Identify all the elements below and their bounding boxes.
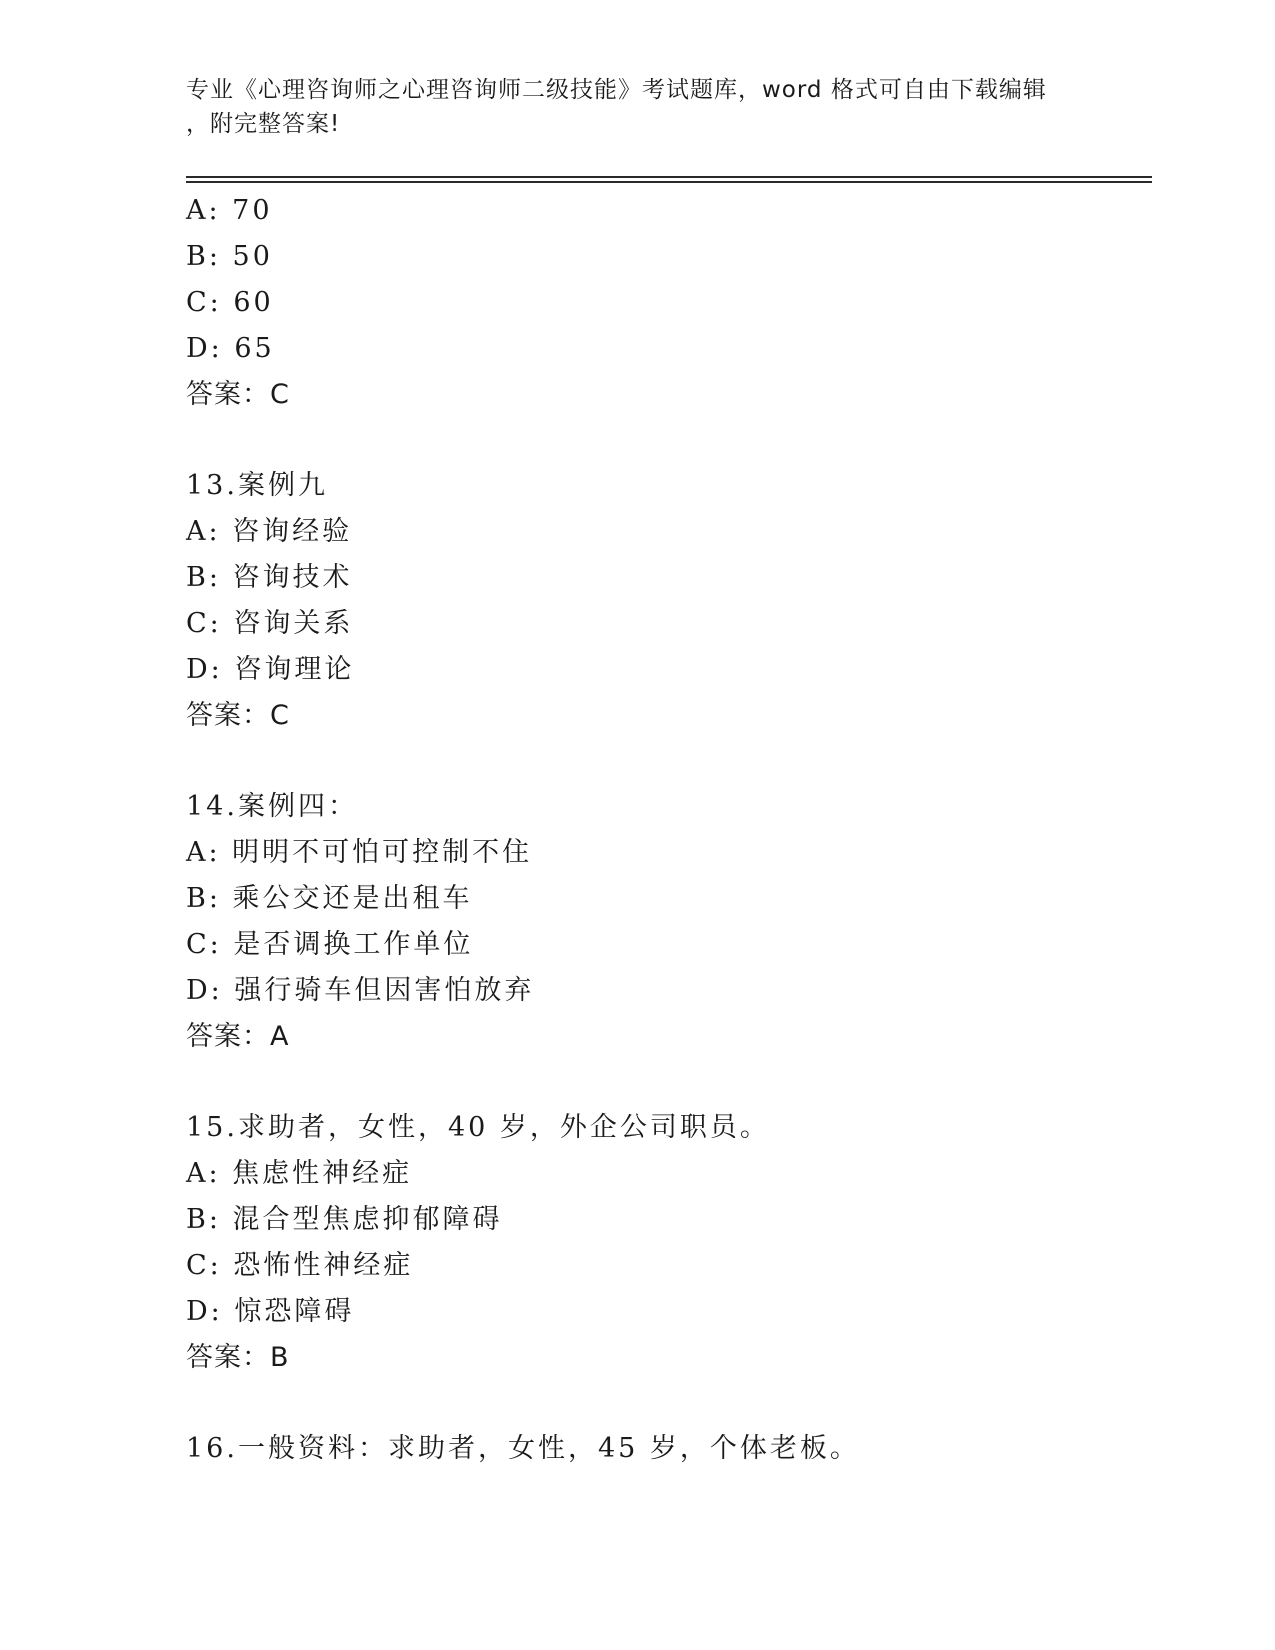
option-c: C: 咨询关系	[186, 608, 354, 639]
question-list	[186, 188, 1146, 1472]
option-b: B: 50	[186, 241, 273, 272]
option-d: D: 惊恐障碍	[186, 1296, 355, 1327]
header-title-line: 专业《心理咨询师之心理咨询师二级技能》考试题库，word 格式可自由下载编辑	[186, 77, 1047, 103]
spacer	[186, 1060, 1146, 1105]
question-16	[186, 1426, 1146, 1472]
option-b: B: 咨询技术	[186, 562, 353, 593]
option-a: A: 70	[186, 195, 273, 226]
option-d: D: 咨询理论	[186, 654, 355, 685]
question-stem: 16.一般资料：求助者，女性，45 岁，个体老板。	[186, 1433, 860, 1464]
question-stem: 15.求助者，女性，40 岁，外企公司职员。	[186, 1112, 770, 1143]
option-a: A: 焦虑性神经症	[186, 1158, 413, 1189]
option-a: A: 明明不可怕可控制不住	[186, 837, 533, 868]
option-b: B: 乘公交还是出租车	[186, 883, 473, 914]
question-15	[186, 1105, 1146, 1381]
option-c: C: 恐怖性神经症	[186, 1250, 414, 1281]
option-d: D: 强行骑车但因害怕放弃	[186, 975, 535, 1006]
header-divider-bottom	[186, 181, 1152, 183]
document-header	[186, 73, 1086, 141]
spacer	[186, 739, 1146, 784]
header-divider-top	[186, 176, 1152, 178]
question-12-tail	[186, 188, 1146, 418]
question-13	[186, 463, 1146, 739]
spacer	[186, 1381, 1146, 1426]
answer-line: 答案：B	[186, 1342, 290, 1373]
option-d: D: 65	[186, 333, 275, 364]
answer-line: 答案：C	[186, 379, 290, 410]
question-stem: 13.案例九	[186, 470, 328, 501]
question-stem: 14.案例四：	[186, 791, 358, 822]
header-title-continuation: ，附完整答案!	[186, 111, 341, 137]
answer-line: 答案：C	[186, 700, 290, 731]
option-c: C: 是否调换工作单位	[186, 929, 474, 960]
option-a: A: 咨询经验	[186, 516, 353, 547]
spacer	[186, 418, 1146, 463]
option-c: C: 60	[186, 287, 274, 318]
answer-line: 答案：A	[186, 1021, 290, 1052]
question-14	[186, 784, 1146, 1060]
option-b: B: 混合型焦虑抑郁障碍	[186, 1204, 503, 1235]
